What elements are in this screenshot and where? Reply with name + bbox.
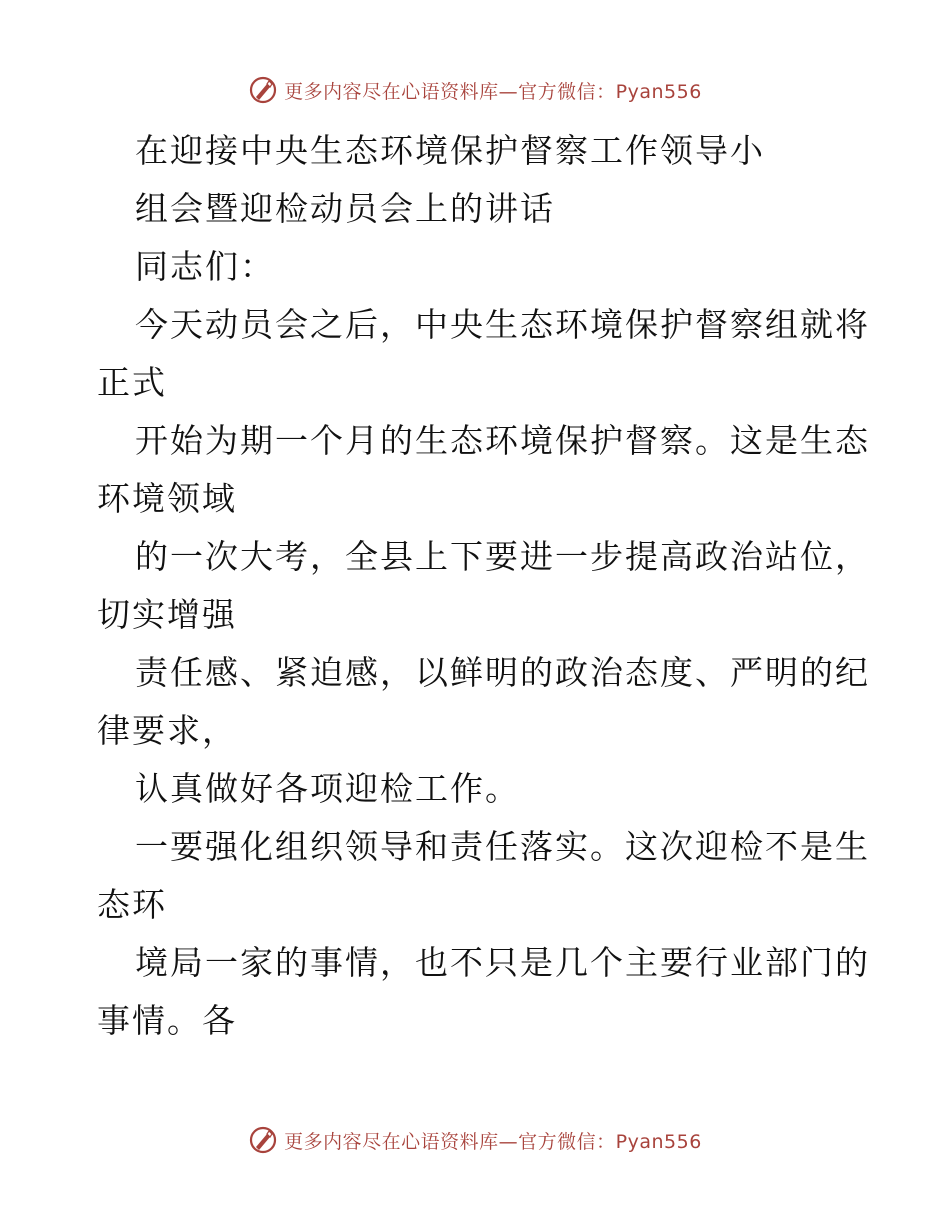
doc-line-16: 事情。各 <box>97 1001 237 1040</box>
header-banner <box>0 70 950 110</box>
doc-line-7: 环境领域 <box>97 479 237 518</box>
footer-banner-text: 更多内容尽在心语资料库—官方微信：Pyan556 <box>284 1130 702 1153</box>
doc-line-9: 切实增强 <box>97 595 237 634</box>
document-body <box>97 122 870 1050</box>
doc-line-12: 认真做好各项迎检工作。 <box>135 769 520 808</box>
footer-banner <box>0 1120 950 1160</box>
doc-line-8: 的一次大考，全县上下要进一步提高政治站位， <box>135 537 870 576</box>
doc-line-2: 组会暨迎检动员会上的讲话 <box>135 189 555 228</box>
doc-line-1: 在迎接中央生态环境保护督察工作领导小 <box>135 131 765 170</box>
header-banner-text: 更多内容尽在心语资料库—官方微信：Pyan556 <box>284 80 702 103</box>
doc-line-13: 一要强化组织领导和责任落实。这次迎检不是生 <box>135 827 870 866</box>
pen-logo-icon <box>248 75 278 105</box>
doc-line-3: 同志们： <box>135 247 275 286</box>
doc-line-15: 境局一家的事情，也不只是几个主要行业部门的 <box>135 943 870 982</box>
doc-line-4: 今天动员会之后，中央生态环境保护督察组就将 <box>135 305 870 344</box>
doc-line-14: 态环 <box>97 885 167 924</box>
doc-line-5: 正式 <box>97 363 167 402</box>
doc-line-11: 律要求， <box>97 711 237 750</box>
doc-line-10: 责任感、紧迫感，以鲜明的政治态度、严明的纪 <box>135 653 870 692</box>
doc-line-6: 开始为期一个月的生态环境保护督察。这是生态 <box>135 421 870 460</box>
pen-logo-icon <box>248 1125 278 1155</box>
